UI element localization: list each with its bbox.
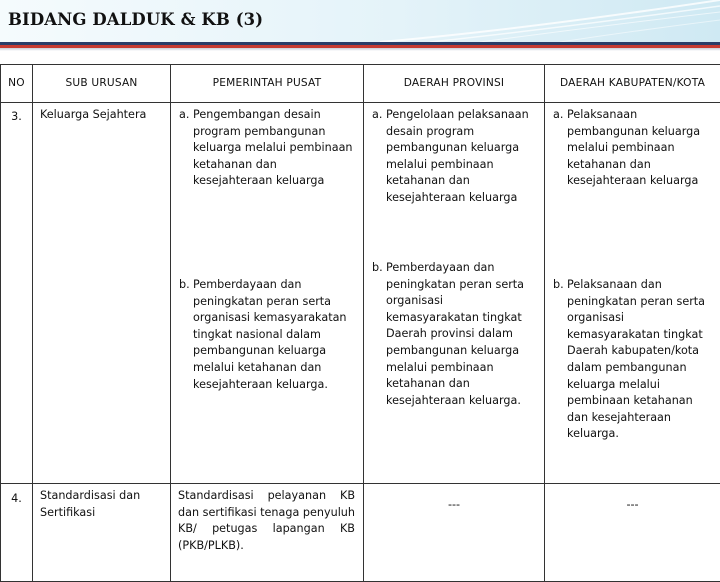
- kabkota-cell: [545, 103, 720, 484]
- item-text: Pengelolaan pelaksanaan desain program pembangunan keluarga melalui pembinaan ketahanan dan kesejahteraan keluarga: [386, 107, 536, 207]
- sub-urusan-cell: [33, 484, 171, 582]
- provinsi-cell: [364, 484, 545, 582]
- list-item: [364, 107, 544, 207]
- item-text: Pelaksanaan pembangunan keluarga melalui pembinaan ketahanan dan kesejahteraan keluarga: [567, 107, 712, 190]
- kabkota-dash: ---: [545, 487, 720, 514]
- urusan-table: [0, 64, 720, 582]
- row-number-cell: [1, 484, 33, 582]
- item-marker: a.: [179, 107, 189, 124]
- sub-urusan-cell: [33, 103, 171, 484]
- item-marker: a.: [553, 107, 563, 124]
- list-item: [171, 277, 363, 393]
- list-item: [545, 107, 720, 190]
- item-text: Pengembangan desain program pembangunan keluarga melalui pembinaan ketahanan dan kesejahteraan keluarga: [193, 107, 355, 190]
- item-marker: a.: [372, 107, 382, 124]
- table-row: [1, 103, 720, 484]
- provinsi-cell: [364, 103, 545, 484]
- sub-urusan-text: Standardisasi dan Sertifikasi: [33, 487, 170, 521]
- pusat-text: Standardisasi pelayanan KB dan sertifikasi tenaga penyuluh KB/ petugas lapangan KB (PKB/PLKB).: [171, 487, 363, 554]
- header-sub-urusan: SUB URUSAN: [33, 65, 171, 103]
- item-marker: b.: [179, 277, 190, 294]
- provinsi-dash: ---: [364, 487, 544, 514]
- row-number: 4.: [11, 487, 22, 508]
- table-row: [1, 484, 720, 582]
- item-text: Pemberdayaan dan peningkatan peran serta organisasi kemasyarakatan tingkat nasional dalam pembangunan keluarga melalui ketahanan dan kesejahteraan keluarga.: [193, 277, 355, 393]
- header-daerah-kabupaten-kota: DAERAH KABUPATEN/KOTA: [545, 65, 720, 103]
- item-text: Pemberdayaan dan peningkatan peran serta organisasi kemasyarakatan tingkat Daerah provinsi dalam pembangunan keluarga melalui pembinaan ketahanan dan kesejahteraan keluarga.: [386, 260, 536, 409]
- slide-title: BIDANG DALDUK & KB (3): [8, 10, 263, 29]
- header-no: NO: [1, 65, 33, 103]
- row-number-cell: [1, 103, 33, 484]
- list-item: [171, 107, 363, 190]
- pusat-cell: [171, 103, 364, 484]
- kabkota-cell: [545, 484, 720, 582]
- table-header-row: [1, 65, 720, 103]
- header-daerah-provinsi: DAERAH PROVINSI: [364, 65, 545, 103]
- header-band: [0, 0, 720, 42]
- stripe-shadow: [0, 48, 720, 51]
- row-number: 3.: [11, 103, 22, 126]
- header-pemerintah-pusat: PEMERINTAH PUSAT: [171, 65, 364, 103]
- list-item: [545, 277, 720, 443]
- sub-urusan-text: Keluarga Sejahtera: [33, 103, 170, 124]
- item-marker: b.: [372, 260, 383, 277]
- item-text: Pelaksanaan dan peningkatan peran serta organisasi kemasyarakatan tingkat Daerah kabupaten/kota dalam pembangunan keluarga melalui pembinaan ketahanan dan kesejahteraan keluarga.: [567, 277, 712, 443]
- list-item: [364, 260, 544, 409]
- item-marker: b.: [553, 277, 564, 294]
- pusat-cell: [171, 484, 364, 582]
